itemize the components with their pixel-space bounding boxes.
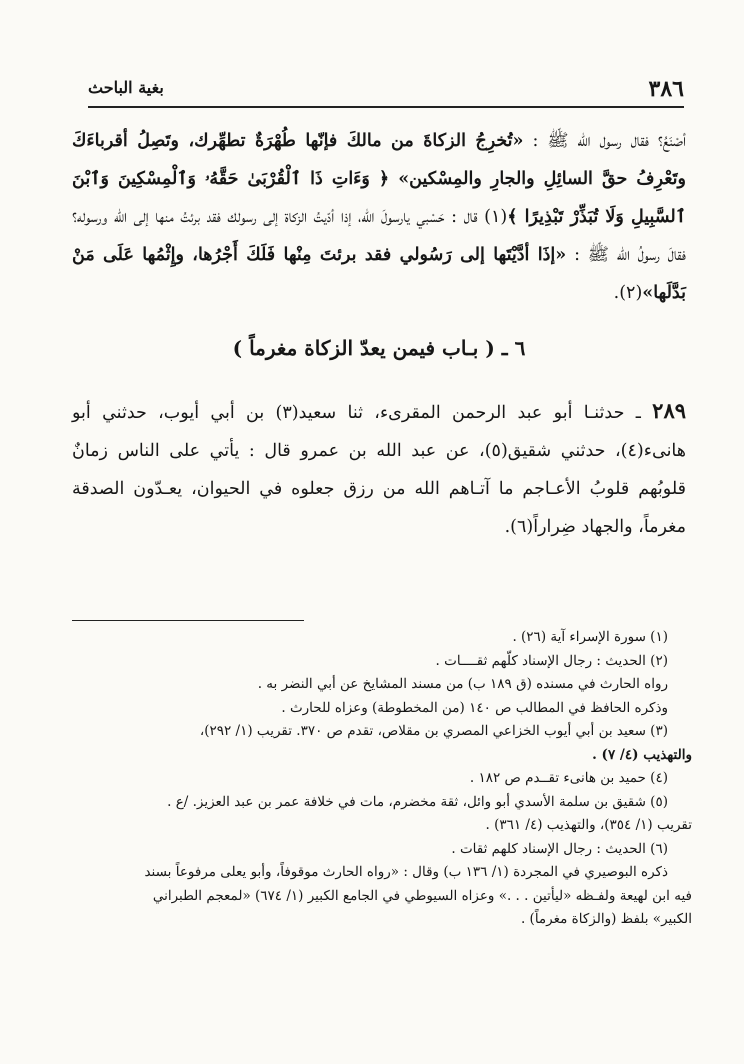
- footnote-marker: (٢).: [613, 283, 643, 303]
- page-number: ٣٨٦: [648, 76, 684, 102]
- hadith-text: ـ حدثنـا أبو عبد الرحمن المقرىء، ثنا سعيد(٣) بن أبي أيوب، حدثني أبو هانىء(٤)، حدثني شقيق(٥)، عن عبد الله بن عمرو قال : يأتي على الناس زمانٌ قلوبُهم قلوبُ الأعـاجم ما آتـاهم الله من رزق جعلوه في الحيوان، يعـدّون الصدقة مغرماً، والجهاد ضِراراً(٦).: [72, 403, 686, 537]
- footnote-divider: [72, 620, 304, 621]
- footnote-line: (١) سورة الإسراء آية (٢٦) .: [512, 629, 668, 645]
- footnote-line: ذكره البوصيري في المجردة (١/ ١٣٦ ب) وقال : «رواه الحارث موقوفاً، وأبو يعلى مرفوعاً بسند: [144, 864, 668, 880]
- footnote-line: وذكره الحافظ في المطالب ص ١٤٠ (من المخطوطة) وعزاه للحارث .: [281, 699, 668, 716]
- footnote-line: (٤) حميد بن هانىء تقــدم ص ١٨٢ .: [469, 770, 668, 786]
- chapter-heading: ٦ ـ ( بـاب فيمن يعدّ الزكاة مغرماً ): [232, 336, 526, 360]
- footnote-line: (٦) الحديث : رجال الإسناد كلهم ثقات .: [451, 840, 668, 857]
- footnote-line: (٥) شقيق بن سلمة الأسدي أبو وائل، ثقة مخضرم، مات في خلافة عمر بن عبد العزيز. /ع .: [167, 793, 668, 810]
- quran-verse: ﴿ وَءَاتِ ذَا ٱلْقُرْبَىٰ حَقَّهُۥ وَٱلْمِسْكِينَ وَٱبْنَ ٱلسَّبِيلِ وَلَا تُبَذِّرْ تَبْذِيرًا ﴾: [72, 169, 686, 227]
- footnote-line: (٣) سعيد بن أبي أيوب الخزاعي المصري بن مقلاص، تقدم ص ٣٧٠. تقريب (١/ ٢٩٢)،: [199, 723, 668, 739]
- footnotes: [66, 626, 692, 932]
- footnote-line: رواه الحارث في مسنده (ق ١٨٩ ب) من مسند المشايخ عن أبي النضر به .: [257, 676, 668, 692]
- footnote-line: والتهذيب (٤/ ٧) .: [592, 746, 692, 763]
- prophetic-saying: «إذَا أدَّيْتَها إلى رَسُولي فقد برئتَ مِنْها فَلَكَ أَجْرُها، وإِثْمُها عَلَى مَنْ بَدَّلَها»: [72, 245, 686, 303]
- prophetic-saying: «تُخرِجُ الزكاةَ من مالكَ فإنّها طُهْرَةٌ تطهِّرك، وتَصِلُ أقرباءَكَ وتَعْرِفُ حقَّ السائِلِ والجارِ والمِسْكين»: [72, 131, 686, 189]
- narration-text: أصْنَعُ؟ فقال رسول الله ﷺ :: [523, 131, 686, 151]
- hadith-number: ٢٨٩: [652, 398, 687, 423]
- footnote-line: الكبير» بلفظ (والزكاة مغرماً) .: [520, 911, 692, 927]
- footnote-line: تقريب (١/ ٣٥٤)، والتهذيب (٤/ ٣٦١) .: [485, 817, 692, 833]
- footnote-line: (٢) الحديث : رجال الإسناد كلّهم ثقــــات .: [435, 652, 668, 669]
- footnote-line: فيه ابن لهيعة ولفـظه «ليأتين . . .» وعزاه السيوطي في الجامع الكبير (١/ ٦٧٤) «لمعجم الطبراني: [152, 887, 692, 904]
- running-header: [88, 74, 684, 108]
- hadith-continuation-paragraph: [72, 122, 686, 312]
- book-title: بغية الباحث: [88, 78, 164, 97]
- hadith-paragraph: [72, 392, 686, 546]
- narration-text: (١) قال : حَسْبي يارسولَ الله، إذا أدّيتُ الزكاة إلى رسولك فقد برئتُ منها إلى الله ورسوله؟ فقالَ رسولُ الله ﷺ :: [72, 207, 686, 265]
